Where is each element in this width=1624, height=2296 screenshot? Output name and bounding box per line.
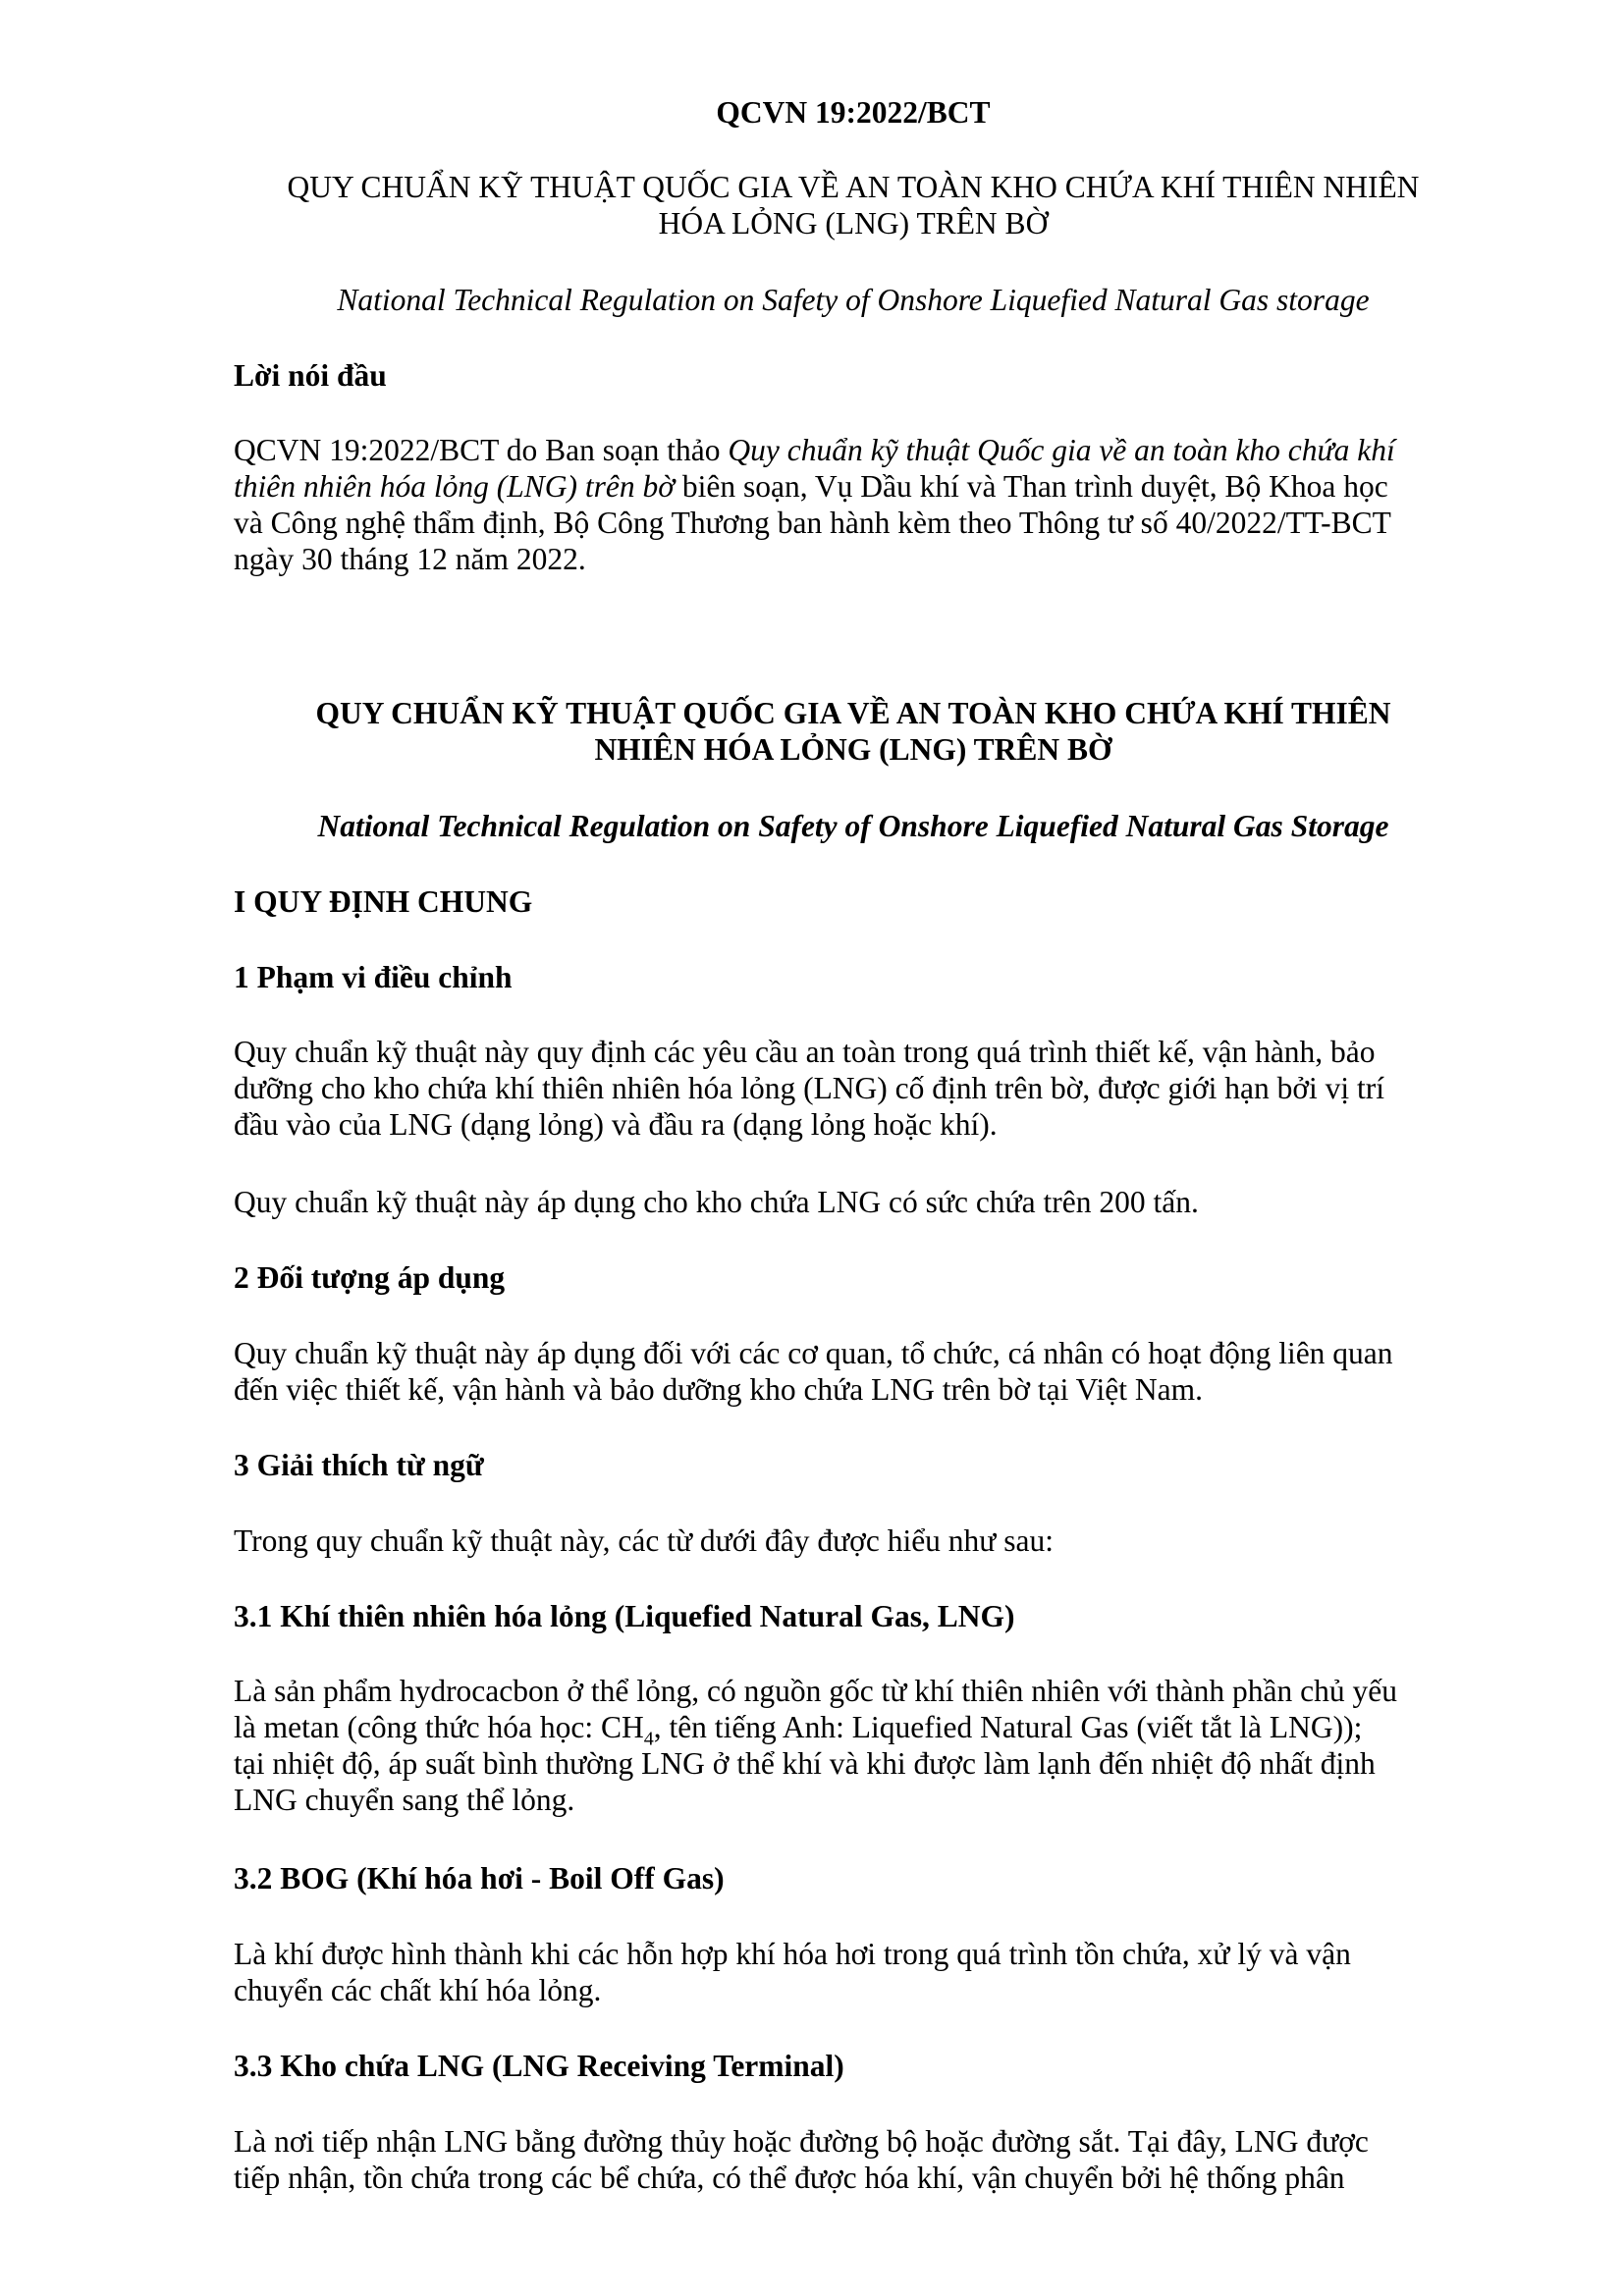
top-title — [234, 169, 1473, 241]
heading-scope: 1 Phạm vi điều chỉnh — [234, 960, 513, 994]
scope-paragraph-2: Quy chuẩn kỹ thuật này áp dụng cho kho chứa LNG có sức chứa trên 200 tấn. — [234, 1185, 1199, 1219]
scope-p1-line-3: đầu vào của LNG (dạng lỏng) và đầu ra (dạng lỏng hoặc khí). — [234, 1107, 998, 1142]
section-heading-general: I QUY ĐỊNH CHUNG — [234, 884, 533, 919]
definitions-intro: Trong quy chuẩn kỹ thuật này, các từ dưới đây được hiểu như sau: — [234, 1523, 1054, 1558]
foreword-line-2: thiên nhiên hóa lỏng (LNG) trên bờ biên soạn, Vụ Dầu khí và Than trình duyệt, Bộ Khoa học — [234, 469, 1388, 504]
lng-def-line-3: tại nhiệt độ, áp suất bình thường LNG ở thể khí và khi được làm lạnh đến nhiệt độ nhất định — [234, 1746, 1376, 1781]
top-title-line-1: QUY CHUẨN KỸ THUẬT QUỐC GIA VỀ AN TOÀN KHO CHỨA KHÍ THIÊN NHIÊN — [287, 170, 1420, 204]
lng-def-line-4: LNG chuyển sang thể lỏng. — [234, 1783, 575, 1817]
document-code: QCVN 19:2022/BCT — [716, 95, 991, 130]
scope-paragraph-1 — [234, 1034, 1473, 1143]
heading-definitions: 3 Giải thích từ ngữ — [234, 1448, 484, 1482]
main-title-line-2: NHIÊN HÓA LỎNG (LNG) TRÊN BỜ — [594, 732, 1112, 767]
heading-lng-definition: 3.1 Khí thiên nhiên hóa lỏng (Liquefied Natural Gas, LNG) — [234, 1599, 1015, 1633]
bog-def-line-1: Là khí được hình thành khi các hỗn hợp khí hóa hơi trong quá trình tồn chứa, xử lý và vận — [234, 1937, 1351, 1971]
main-title — [234, 695, 1473, 768]
lng-definition-paragraph — [234, 1673, 1473, 1818]
top-title-line-2: HÓA LỎNG (LNG) TRÊN BỜ — [658, 206, 1049, 240]
applicability-paragraph — [234, 1335, 1473, 1408]
main-subtitle: National Technical Regulation on Safety of Onshore Liquefied Natural Gas Storage — [317, 809, 1389, 843]
terminal-def-line-2: tiếp nhận, tồn chứa trong các bể chứa, có thể được hóa khí, vận chuyển bởi hệ thống phân — [234, 2161, 1345, 2195]
terminal-definition-paragraph — [234, 2123, 1473, 2196]
lng-def-line-2: là metan (công thức hóa học: $CH_4$, tên tiếng Anh: Liquefied Natural Gas (viết tắt là LNG)); — [234, 1710, 1363, 1750]
bog-def-line-2: chuyển các chất khí hóa lỏng. — [234, 1973, 602, 2007]
terminal-def-line-1: Là nơi tiếp nhận LNG bằng đường thủy hoặc đường bộ hoặc đường sắt. Tại đây, LNG được — [234, 2124, 1369, 2159]
scope-p1-line-2: dưỡng cho kho chứa khí thiên nhiên hóa lỏng (LNG) cố định trên bờ, được giới hạn bởi vị trí — [234, 1071, 1385, 1105]
foreword-paragraph — [234, 432, 1473, 577]
foreword-line-1: QCVN 19:2022/BCT do Ban soạn thảo Quy chuẩn kỹ thuật Quốc gia về an toàn kho chứa khí — [234, 433, 1395, 467]
bog-definition-paragraph — [234, 1936, 1473, 2008]
applicability-line-1: Quy chuẩn kỹ thuật này áp dụng đối với các cơ quan, tổ chức, cá nhân có hoạt động liên quan — [234, 1336, 1393, 1370]
top-subtitle: National Technical Regulation on Safety of Onshore Liquefied Natural Gas storage — [337, 283, 1370, 317]
scope-p1-line-1: Quy chuẩn kỹ thuật này quy định các yêu cầu an toàn trong quá trình thiết kế, vận hành, bảo — [234, 1035, 1376, 1069]
foreword-line-3: và Công nghệ thẩm định, Bộ Công Thương ban hành kèm theo Thông tư số 40/2022/TT-BCT — [234, 506, 1391, 540]
applicability-line-2: đến việc thiết kế, vận hành và bảo dưỡng kho chứa LNG trên bờ tại Việt Nam. — [234, 1372, 1203, 1407]
heading-terminal-definition: 3.3 Kho chứa LNG (LNG Receiving Terminal) — [234, 2049, 844, 2083]
foreword-heading: Lời nói đầu — [234, 358, 387, 393]
foreword-line-4: ngày 30 tháng 12 năm 2022. — [234, 542, 586, 576]
main-title-line-1: QUY CHUẨN KỸ THUẬT QUỐC GIA VỀ AN TOÀN KHO CHỨA KHÍ THIÊN — [315, 696, 1391, 730]
heading-applicability: 2 Đối tượng áp dụng — [234, 1260, 506, 1295]
lng-def-line-1: Là sản phẩm hydrocacbon ở thể lỏng, có nguồn gốc từ khí thiên nhiên với thành phần chủ yếu — [234, 1674, 1397, 1708]
heading-bog-definition: 3.2 BOG (Khí hóa hơi - Boil Off Gas) — [234, 1861, 725, 1896]
